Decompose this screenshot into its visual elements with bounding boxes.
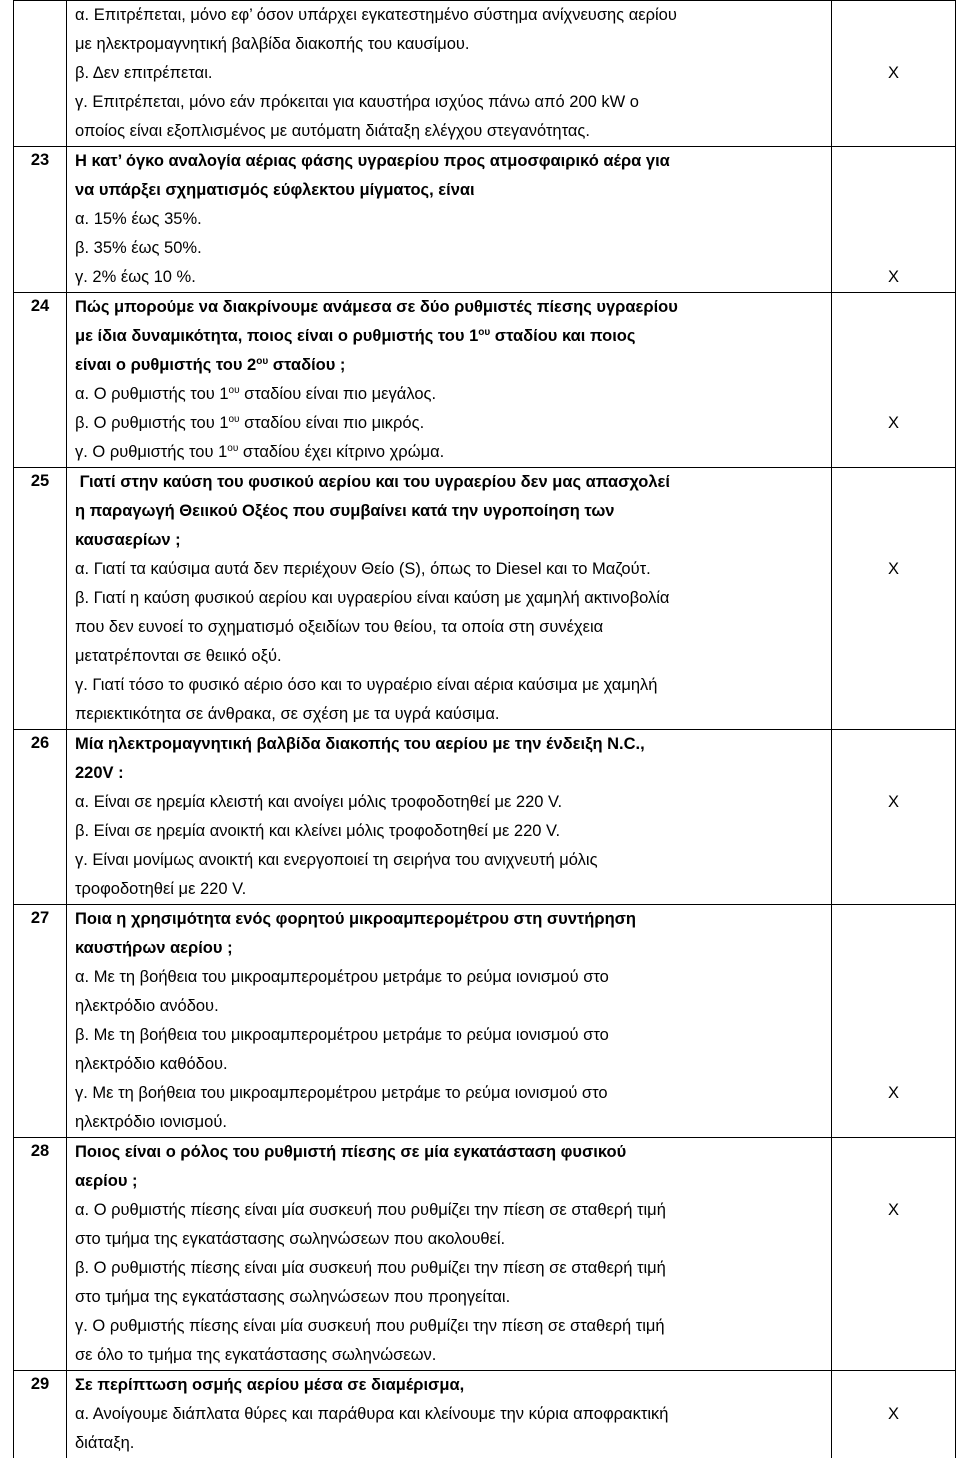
answer-mark: X <box>832 788 955 817</box>
question-body <box>67 905 832 1138</box>
answer-mark: X <box>832 555 955 584</box>
answer-mark <box>832 671 955 700</box>
option-line: β. Ο ρυθμιστής του $1^{o\upsilon}$ σταδίου είναι πιο μικρός. <box>75 409 825 438</box>
question-text: είναι ο ρυθμιστής του $2^{o\upsilon}$ σταδίου ; <box>75 351 825 380</box>
answer-mark: X <box>832 1079 955 1108</box>
question-text: Ποιος είναι ο ρόλος του ρυθμιστή πίεσης σε μία εγκατάσταση φυσικού <box>75 1138 825 1167</box>
option-line: β. Γιατί η καύση φυσικού αερίου και υγραερίου είναι καύση με χαμηλή ακτινοβολία <box>75 584 825 613</box>
question-text: αερίου ; <box>75 1167 825 1196</box>
question-text: Μία ηλεκτρομαγνητική βαλβίδα διακοπής του αερίου με την ένδειξη N.C., <box>75 730 825 759</box>
answer-column <box>832 1371 956 1458</box>
answer-mark <box>832 963 955 992</box>
document-page <box>13 0 955 1456</box>
question-row <box>14 905 956 1138</box>
option-line: διάταξη. <box>75 1429 825 1458</box>
question-row <box>14 1371 956 1458</box>
option-line: α. Ο ρυθμιστής του $1^{o\upsilon}$ σταδίου είναι πιο μεγάλος. <box>75 380 825 409</box>
option-line: α. Ανοίγουμε διάπλατα θύρες και παράθυρα και κλείνουμε την κύρια αποφρακτική <box>75 1400 825 1429</box>
question-body <box>67 1138 832 1371</box>
answer-mark <box>832 817 955 846</box>
option-line: μετατρέπονται σε θειικό οξύ. <box>75 642 825 671</box>
option-line: α. Με τη βοήθεια του μικροαμπερομέτρου μετράμε το ρεύμα ιονισμού στο <box>75 963 825 992</box>
option-line: τροφοδοτηθεί με 220 V. <box>75 875 825 904</box>
question-text: Ποια η χρησιμότητα ενός φορητού μικροαμπερομέτρου στη συντήρηση <box>75 905 825 934</box>
option-line: β. 35% έως 50%. <box>75 234 825 263</box>
option-line: γ. Ο ρυθμιστής του $1^{o\upsilon}$ σταδίου έχει κίτρινο χρώμα. <box>75 438 825 467</box>
option-line: γ. Ο ρυθμιστής πίεσης είναι μία συσκευή που ρυθμίζει την πίεση σε σταθερή τιμή <box>75 1312 825 1341</box>
question-number: 27 <box>14 905 67 1138</box>
question-number: 28 <box>14 1138 67 1371</box>
option-line: ηλεκτρόδιο καθόδου. <box>75 1050 825 1079</box>
answer-mark <box>832 1021 955 1050</box>
option-line: β. Ο ρυθμιστής πίεσης είναι μία συσκευή που ρυθμίζει την πίεση σε σταθερή τιμή <box>75 1254 825 1283</box>
option-line: α. 15% έως 35%. <box>75 205 825 234</box>
answer-mark <box>832 234 955 263</box>
option-line: ηλεκτρόδιο ιονισμού. <box>75 1108 825 1137</box>
option-line: ηλεκτρόδιο ανόδου. <box>75 992 825 1021</box>
question-row <box>14 293 956 468</box>
question-text: με ίδια δυναμικότητα, ποιος είναι ο ρυθμιστής του $1^{o\upsilon}$ σταδίου και ποιος <box>75 322 825 351</box>
answer-mark <box>832 846 955 875</box>
option-line: με ηλεκτρομαγνητική βαλβίδα διακοπής του καυσίμου. <box>75 30 825 59</box>
question-text: Σε περίπτωση οσμής αερίου μέσα σε διαμέρισμα, <box>75 1371 825 1400</box>
option-line: α. Είναι σε ηρεμία κλειστή και ανοίγει μόλις τροφοδοτηθεί με 220 V. <box>75 788 825 817</box>
answer-column <box>832 1138 956 1371</box>
option-line: γ. Με τη βοήθεια του μικροαμπερομέτρου μετράμε το ρεύμα ιονισμού στο <box>75 1079 825 1108</box>
option-line: β. Με τη βοήθεια του μικροαμπερομέτρου μετράμε το ρεύμα ιονισμού στο <box>75 1021 825 1050</box>
question-number: 25 <box>14 468 67 730</box>
question-text: Η κατ’ όγκο αναλογία αέριας φάσης υγραερίου προς ατμοσφαιρικό αέρα για <box>75 147 825 176</box>
question-row <box>14 1 956 147</box>
answer-mark <box>832 380 955 409</box>
question-text: η παραγωγή Θειικού Οξέος που συμβαίνει κατά την υγροποίηση των <box>75 497 825 526</box>
question-body <box>67 1371 832 1458</box>
option-line: α. Γιατί τα καύσιμα αυτά δεν περιέχουν Θείο (S), όπως το Diesel και το Μαζούτ. <box>75 555 825 584</box>
question-text: να υπάρξει σχηματισμός εύφλεκτου μίγματος, είναι <box>75 176 825 205</box>
answer-mark: X <box>832 1196 955 1225</box>
question-row <box>14 730 956 905</box>
answer-column <box>832 468 956 730</box>
option-line: οποίος είναι εξοπλισμένος με αυτόματη διάταξη ελέγχου στεγανότητας. <box>75 117 825 146</box>
answer-mark <box>832 1254 955 1283</box>
option-line: β. Δεν επιτρέπεται. <box>75 59 825 88</box>
question-number <box>14 1 67 147</box>
question-text: Γιατί στην καύση του φυσικού αερίου και του υγραερίου δεν μας απασχολεί <box>75 468 825 497</box>
question-number: 24 <box>14 293 67 468</box>
question-number: 26 <box>14 730 67 905</box>
option-line: σε όλο το τμήμα της εγκατάστασης σωληνώσεων. <box>75 1341 825 1370</box>
question-row <box>14 1138 956 1371</box>
option-line: γ. 2% έως 10 %. <box>75 263 825 292</box>
question-table <box>13 0 956 1458</box>
question-body <box>67 468 832 730</box>
option-line: στο τμήμα της εγκατάστασης σωληνώσεων που ακολουθεί. <box>75 1225 825 1254</box>
question-body <box>67 1 832 147</box>
answer-mark: X <box>832 263 955 292</box>
answer-mark <box>832 1 955 30</box>
answer-mark: X <box>832 409 955 438</box>
question-number: 29 <box>14 1371 67 1458</box>
answer-column <box>832 730 956 905</box>
answer-mark <box>832 438 955 467</box>
question-row <box>14 147 956 293</box>
option-line: που δεν ευνοεί το σχηματισμό οξειδίων του θείου, τα οποία στη συνέχεια <box>75 613 825 642</box>
option-line: γ. Είναι μονίμως ανοικτή και ενεργοποιεί τη σειρήνα του ανιχνευτή μόλις <box>75 846 825 875</box>
question-text: καυστήρων αερίου ; <box>75 934 825 963</box>
option-line: α. Επιτρέπεται, μόνο εφ’ όσον υπάρχει εγκατεστημένο σύστημα ανίχνευσης αερίου <box>75 1 825 30</box>
question-text: καυσαερίων ; <box>75 526 825 555</box>
question-number: 23 <box>14 147 67 293</box>
question-text: Πώς μπορούμε να διακρίνουμε ανάμεσα σε δύο ρυθμιστές πίεσης υγραερίου <box>75 293 825 322</box>
answer-mark <box>832 1312 955 1341</box>
option-line: περιεκτικότητα σε άνθρακα, σε σχέση με τα υγρά καύσιμα. <box>75 700 825 729</box>
question-body <box>67 293 832 468</box>
question-body <box>67 730 832 905</box>
answer-column <box>832 905 956 1138</box>
option-line: στο τμήμα της εγκατάστασης σωληνώσεων που προηγείται. <box>75 1283 825 1312</box>
option-line: γ. Επιτρέπεται, μόνο εάν πρόκειται για καυστήρα ισχύος πάνω από 200 kW ο <box>75 88 825 117</box>
answer-mark: X <box>832 1400 955 1429</box>
question-text: 220V : <box>75 759 825 788</box>
answer-mark: X <box>832 59 955 88</box>
answer-mark <box>832 88 955 117</box>
question-row <box>14 468 956 730</box>
answer-mark <box>832 584 955 613</box>
answer-column <box>832 1 956 147</box>
option-line: α. Ο ρυθμιστής πίεσης είναι μία συσκευή που ρυθμίζει την πίεση σε σταθερή τιμή <box>75 1196 825 1225</box>
option-line: β. Είναι σε ηρεμία ανοικτή και κλείνει μόλις τροφοδοτηθεί με 220 V. <box>75 817 825 846</box>
answer-mark <box>832 205 955 234</box>
answer-column <box>832 293 956 468</box>
question-body <box>67 147 832 293</box>
answer-column <box>832 147 956 293</box>
option-line: γ. Γιατί τόσο το φυσικό αέριο όσο και το υγραέριο είναι αέρια καύσιμα με χαμηλή <box>75 671 825 700</box>
